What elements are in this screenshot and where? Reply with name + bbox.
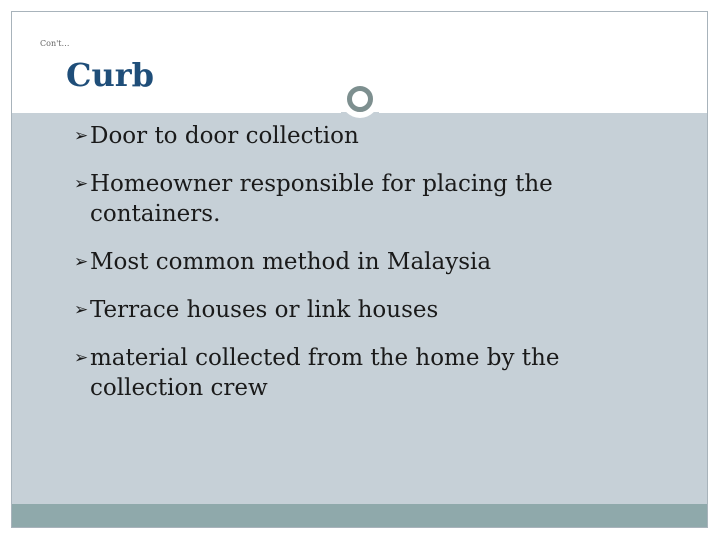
arrow-bullet-icon: ➢ [74, 348, 89, 368]
bottom-bar [12, 504, 707, 527]
bullet-item [76, 295, 676, 325]
bullet-text: Homeowner responsible for placing the containers. [90, 171, 553, 227]
bullet-item [76, 169, 676, 229]
bullet-item [76, 121, 676, 151]
divider-line-right [379, 111, 707, 113]
arrow-bullet-icon: ➢ [74, 300, 89, 320]
bullet-text: Door to door collection [90, 123, 359, 149]
bullet-text: Most common method in Malaysia [90, 249, 492, 275]
arrow-bullet-icon: ➢ [74, 252, 89, 272]
bullet-item [76, 247, 676, 277]
bullet-list [76, 121, 676, 421]
slide-title: Curb [66, 56, 154, 94]
divider-line-left [12, 111, 341, 113]
arrow-bullet-icon: ➢ [74, 174, 89, 194]
eyebrow-label: Con't… [40, 39, 70, 48]
bullet-text: Terrace houses or link houses [90, 297, 439, 323]
ring-inner [347, 86, 373, 112]
bullet-item [76, 343, 676, 403]
bullet-text: material collected from the home by the collection crew [90, 345, 560, 401]
arrow-bullet-icon: ➢ [74, 126, 89, 146]
ring-ornament-icon [341, 80, 379, 118]
